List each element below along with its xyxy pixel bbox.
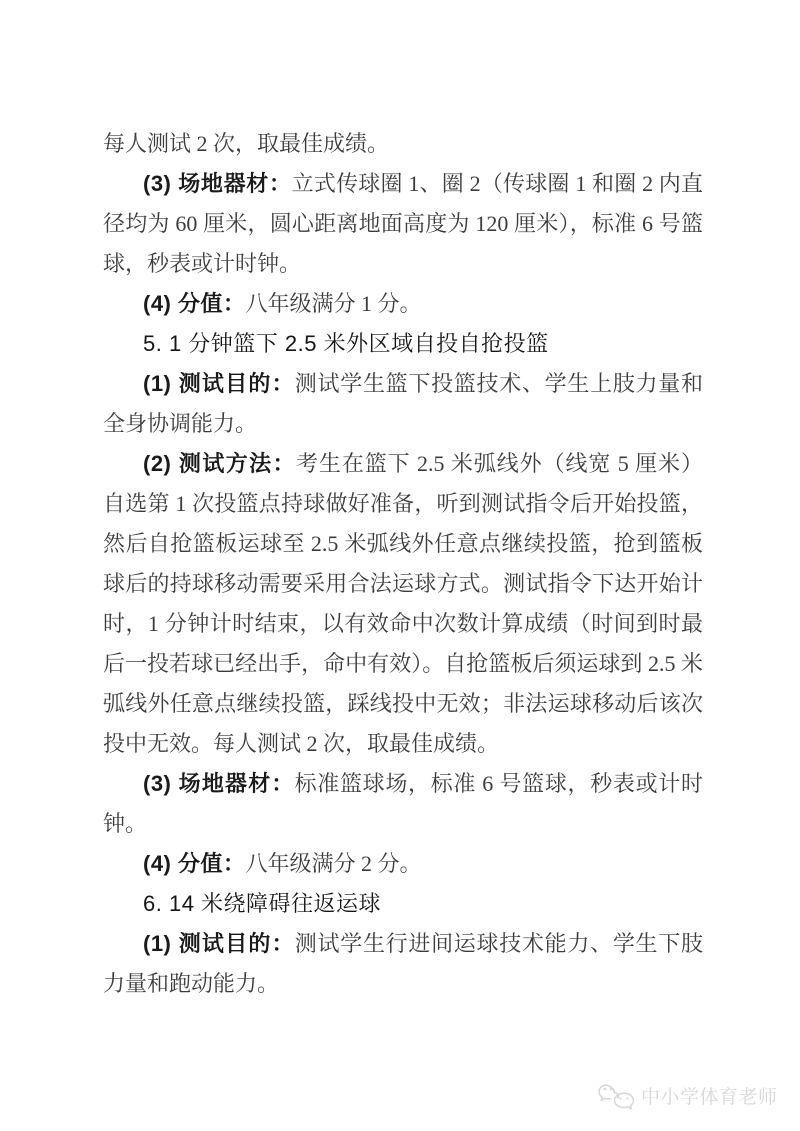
- paragraph-equipment-item3-section5: [103, 764, 703, 844]
- watermark: [596, 1080, 778, 1110]
- paragraph-text: 立式传球圈 1、圈 2（传球圈 1 和圈 2 内直径均为 60 厘米，圆心距离地面高度为 120 厘米），标准 6 号篮球，秒表或计时钟。: [103, 171, 703, 276]
- paragraph-label: (4) 分值：: [143, 851, 246, 876]
- paragraph-text: 八年级满分 1 分。: [245, 291, 422, 316]
- paragraph-score-item4-section5: [103, 844, 703, 884]
- paragraph-test-method-item2: [103, 444, 703, 764]
- paragraph-text: 测试学生篮下投篮技术、学生上肢力量和全身协调能力。: [103, 371, 703, 436]
- document-text-block: [103, 124, 703, 1004]
- wechat-logo-icon: [596, 1080, 638, 1110]
- paragraph-label: (1) 测试目的：: [143, 371, 295, 396]
- paragraph-test-purpose-item1-section6: [103, 924, 703, 1004]
- watermark-text: 中小学体育老师: [641, 1086, 778, 1108]
- paragraph-text: 八年级满分 2 分。: [245, 851, 422, 876]
- section-heading-6: 6. 14 米绕障碍往返运球: [143, 891, 382, 916]
- paragraph-test-purpose-item1: [103, 364, 703, 444]
- paragraph-text: 考生在篮下 2.5 米弧线外（线宽 5 厘米）自选第 1 次投篮点持球做好准备，听到测试指令后开始投篮，然后自抢篮板运球至 2.5 米弧线外任意点继续投篮，抢到篮板球后的持球移动需要采用合法运球方式。测试指令下达开始计时，1 分钟计时结束，以有效命中次数计算成绩（时间到时最后一投若球已经出手，命中有效）。自抢篮板后须运球到 2.5 米弧线外任意点继续投篮，踩线投中无效；非法运球移动后该次投中无效。每人测试 2 次，取最佳成绩。: [103, 451, 703, 756]
- paragraph-text: 测试学生行进间运球技术能力、学生下肢力量和跑动能力。: [103, 931, 703, 996]
- paragraph-label: (3) 场地器材：: [143, 171, 292, 196]
- paragraph-label: (2) 测试方法：: [143, 451, 296, 476]
- paragraph-score-item4: [103, 284, 703, 324]
- paragraph-label: (4) 分值：: [143, 291, 246, 316]
- paragraph-text: 每人测试 2 次，取最佳成绩。: [103, 131, 390, 156]
- paragraph-label: (3) 场地器材：: [143, 771, 295, 796]
- paragraph-equipment-item3: [103, 164, 703, 284]
- paragraph-text: 标准篮球场，标准 6 号篮球，秒表或计时钟。: [103, 771, 703, 836]
- paragraph-label: (1) 测试目的：: [143, 931, 295, 956]
- section-heading-5: 5. 1 分钟篮下 2.5 米外区域自投自抢投篮: [143, 331, 549, 356]
- paragraph-test-count-continuation: [103, 124, 703, 164]
